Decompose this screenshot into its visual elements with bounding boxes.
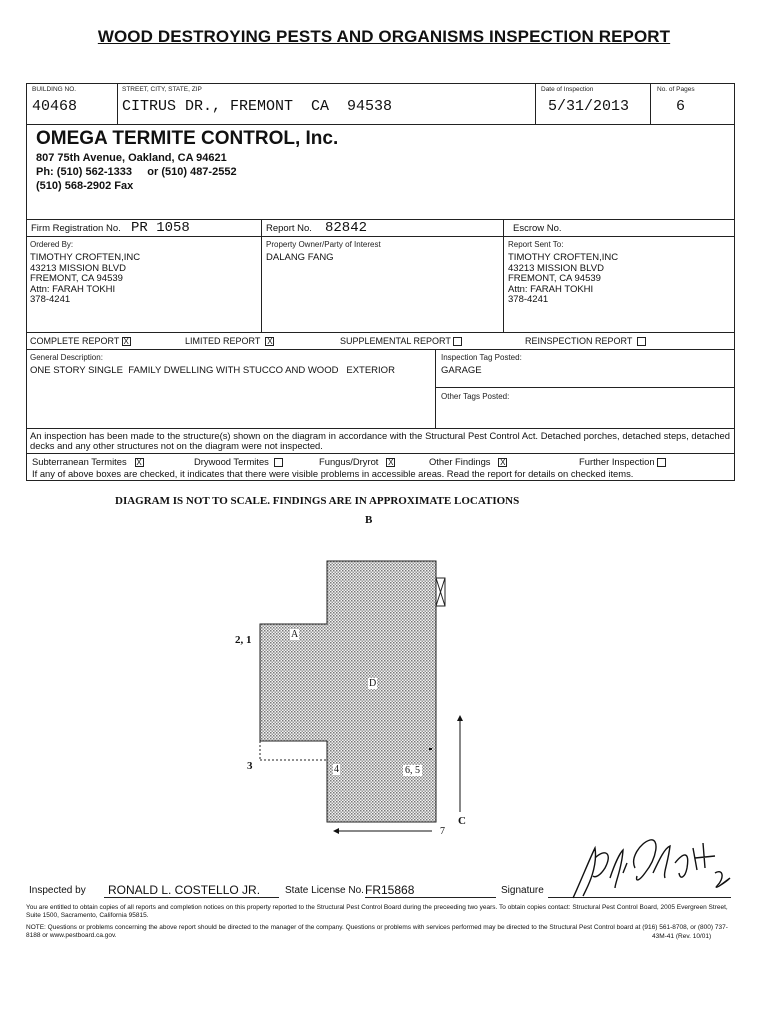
findings-note: If any of above boxes are checked, it indicates that there were visible problems in accessible areas. Read the report for details on checked items. [32, 468, 634, 479]
license-label: State License No. [285, 885, 364, 896]
inspection-tag: GARAGE [441, 365, 482, 376]
subterranean-label: Subterranean Termites [32, 456, 127, 467]
inspector-signature [565, 828, 735, 908]
street-address: CITRUS DR., FREMONT CA 94538 [122, 98, 393, 115]
signature-label: Signature [501, 885, 544, 896]
diagram-label-d: D [369, 678, 377, 689]
property-owner: DALANG FANG [266, 252, 334, 263]
reinspection-report-label: REINSPECTION REPORT [525, 336, 633, 346]
inspection-notice: An inspection has been made to the structure(s) shown on the diagram in accordance with the Structural Pest Control Act. Detached porches, detached steps, detached decks and any other structures not on the diagram were not inspected. [30, 430, 730, 451]
diagram-label-a: A [291, 629, 299, 640]
street-label: STREET, CITY, STATE, ZIP [122, 86, 202, 93]
owner-label: Property Owner/Party of Interest [266, 240, 381, 249]
further-inspection-label: Further Inspection [579, 456, 655, 467]
ordered-by: TIMOTHY CROFTEN,INC 43213 MISSION BLVD FREMONT, CA 94539 Attn: FARAH TOKHI 378-4241 [30, 252, 141, 305]
inspected-by-label: Inspected by [29, 885, 86, 896]
diagram-label-7: 7 [440, 826, 445, 837]
complete-report-label: COMPLETE REPORT [30, 336, 120, 346]
diagram-caption: DIAGRAM IS NOT TO SCALE. FINDINGS ARE IN APPROXIMATE LOCATIONS [115, 495, 520, 507]
report-sent-to: TIMOTHY CROFTEN,INC 43213 MISSION BLVD FREMONT, CA 94539 Attn: FARAH TOKHI 378-4241 [508, 252, 619, 305]
report-no-label: Report No. [266, 223, 312, 234]
company-name: OMEGA TERMITE CONTROL, Inc. [36, 128, 339, 149]
complete-report-checkbox[interactable]: X [123, 337, 129, 347]
page-count: 6 [676, 98, 686, 115]
fungus-label: Fungus/Dryrot [319, 456, 379, 467]
company-fax: (510) 568-2902 Fax [36, 180, 134, 192]
escrow-no-label: Escrow No. [513, 223, 562, 234]
inspection-tag-label: Inspection Tag Posted: [441, 353, 522, 362]
other-findings-label: Other Findings [429, 456, 491, 467]
limited-report-checkbox[interactable]: X [267, 337, 273, 347]
building-no: 40468 [32, 98, 78, 115]
limited-report-label: LIMITED REPORT [185, 336, 261, 346]
supplemental-report-label: SUPPLEMENTAL REPORT [340, 336, 451, 346]
report-title: WOOD DESTROYING PESTS AND ORGANISMS INSPECTION REPORT [97, 27, 671, 46]
diagram-label-6-5: 6, 5 [405, 765, 420, 776]
diagram-label-c: C [458, 815, 466, 827]
inspection-date: 5/31/2013 [548, 98, 630, 115]
subterranean-checkbox[interactable]: X [136, 458, 142, 468]
house-outline [260, 561, 436, 822]
firm-registration-label: Firm Registration No. [31, 223, 121, 234]
company-phone: Ph: (510) 562-1333 or (510) 487-2552 [36, 166, 237, 178]
drywood-label: Drywood Termites [194, 456, 269, 467]
form-number: 43M-41 (Rev. 10/01) [652, 933, 712, 940]
inspector-name: RONALD L. COSTELLO JR. [104, 883, 279, 898]
pages-label: No. of Pages [657, 86, 695, 93]
general-description-label: General Description: [30, 353, 103, 362]
firm-registration-no: PR 1058 [131, 220, 190, 236]
report-no: 82842 [325, 220, 368, 236]
diagram-label-2-1: 2, 1 [235, 634, 252, 646]
building-no-label: BUILDING NO. [32, 86, 77, 93]
ordered-by-label: Ordered By: [30, 240, 74, 249]
company-address: 807 75th Avenue, Oakland, CA 94621 [36, 152, 227, 164]
sent-to-label: Report Sent To: [508, 240, 564, 249]
diagram-label-b: B [365, 514, 373, 526]
general-description: ONE STORY SINGLE FAMILY DWELLING WITH STUCCO AND WOOD EXTERIOR [30, 365, 395, 376]
diagram-label-4: 4 [334, 764, 339, 775]
diagram-label-3: 3 [247, 760, 253, 772]
footer-rights: You are entitled to obtain copies of all reports and completion notices on this property reported to the Structural Pest Control Board during the preceeding two years. To obtain copies contact: Structural Pest Control Board, 2005 Evergreen Street, Suite 1500, Sacramento, California 95815. [26, 904, 728, 919]
fungus-checkbox[interactable]: X [388, 458, 394, 468]
footer-note: NOTE: Questions or problems concerning the above report should be directed to the manager of the company. Questions or problems with services performed may be directed to the Structural Pest Control board at (916) 561-8708, or (800) 737-8188 or www.pestboard.ca.gov. [26, 924, 728, 939]
other-tags-label: Other Tags Posted: [441, 392, 510, 401]
date-label: Date of Inspection [541, 86, 594, 93]
other-findings-checkbox[interactable]: X [500, 458, 506, 468]
license-no: FR15868 [365, 883, 496, 898]
